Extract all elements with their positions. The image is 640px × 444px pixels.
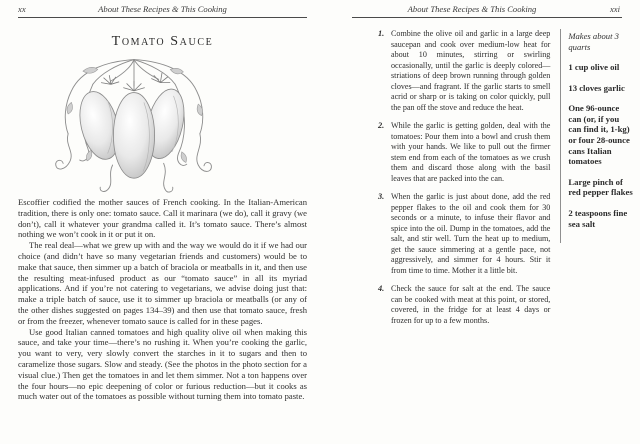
recipe-steps (378, 29, 550, 334)
recipe-step (378, 284, 550, 326)
right-running-head (352, 4, 634, 17)
yield-note: Makes about 3 quarts (568, 31, 619, 52)
plum-tomatoes (73, 85, 190, 178)
step-number: 4. (378, 284, 385, 293)
step-number: 2. (378, 121, 385, 130)
intro-paragraph: Escoffier codified the mother sauces of French cooking. In the Italian-American tradition, there is only one: tomato sauce. Call it marinara (we do), call it gravy (we don’t), call it whatever your grandma called it. It’s tomato sauce. There’s almost nothing we won’t cook in it or put it on. (18, 197, 307, 240)
step-text: When the garlic is just about done, add the red pepper flakes to the oil and cook them for 30 seconds or a minute, to infuse their flavor and spice into the oil. Dump in the tomatoes, add the salt, and stir well. Turn the heat up to medium, get the sauce simmering at a gentle pace, not aggressively, and simmer for 4 hours. Stir it from time to time. Mother it a little bit. (391, 192, 551, 275)
running-title: About These Recipes & This Cooking (407, 4, 537, 14)
ingredient-item: 1 cup olive oil (568, 62, 620, 72)
header-rule (352, 17, 622, 18)
step-text: While the garlic is getting golden, deal with the tomatoes: Pour them into a bowl and crush them with your hands. We like to pull out the firmer stem end from each of the tomatoes as we crush them and discard those along with the basil leaves that are packed into the can. (391, 121, 551, 183)
ingredients-sidebar (560, 29, 634, 243)
recipe-method-and-ingredients (352, 29, 634, 334)
recipe-title: Tomato Sauce (111, 34, 214, 49)
right-page (352, 0, 634, 444)
ingredient-item: 13 cloves garlic (568, 82, 625, 93)
left-page (18, 0, 307, 444)
recipe-step (378, 29, 550, 113)
intro-paragraph: Use good Italian canned tomatoes and high quality olive oil when making this sauce, and take your time—there’s no rushing it. When you’re cooking the garlic, you want to very, very slowly convert the starches in it to sugars and then to caramelize those sugars. Slow and steady. (See the photos in the photo section for a visual clue.) Then get the tomatoes in and let them simmer. Not a ton happens over the four hours—no epic deepening of color or furious reduction—but it cooks as much water out of the tomatoes as possible without turning them into tomato paste. (18, 326, 307, 402)
ingredient-item: 2 teaspoons fine sea salt (568, 207, 628, 229)
step-text: Combine the olive oil and garlic in a large deep saucepan and cook over medium-low heat for about 10 minutes, stirring or swirling occasionally, until the garlic is deeply colored—striations of deep brown running through golden cloves—and fragrant. If the garlic starts to smell acrid or sharp or is taking on color quickly, pull the pan off the stove and reduce the heat. (391, 29, 551, 112)
ingredient-item: One 96-ounce can (or, if you can find it, 1-kg) or four 28-ounce cans Italian tomatoes (568, 103, 630, 167)
recipe-step (378, 121, 550, 184)
header-rule (18, 17, 307, 18)
tomato-calyxes (101, 73, 170, 91)
step-number: 1. (378, 29, 385, 38)
step-number: 3. (378, 192, 385, 201)
left-page-number: xx (18, 4, 26, 14)
recipe-introduction (18, 197, 307, 402)
left-running-head (18, 4, 307, 17)
running-title: About These Recipes & This Cooking (98, 4, 227, 14)
tomato-illustration (42, 53, 226, 193)
intro-paragraph: The real deal—what we grew up with and the way we would do it if we had our choice (and didn’t have so many vegetarian friends and customers) would be to make that sauce, then simmer up a batch of braciola or meatballs in it, and then use the resulting meat-infused product as our “tomato sauce” in all its myriad applications. And if you’re not catering to vegetarians, we advise doing just that: make a triple batch of sauce, use it to simmer up braciola or meatballs (or any of the other dishes suggested on pages 134–39) and then use that tomato sauce, fresh or from the freezer, whenever tomato sauce is called for in these pages. (18, 240, 307, 326)
recipe-step (378, 192, 550, 276)
right-page-number: xxi (609, 4, 620, 14)
ingredient-item: Large pinch of red pepper flakes (568, 176, 633, 198)
step-text: Check the sauce for salt at the end. The sauce can be cooked with meat at this point, or stored, covered, in the fridge for at least 4 days or frozen for up to a few months. (391, 284, 551, 325)
